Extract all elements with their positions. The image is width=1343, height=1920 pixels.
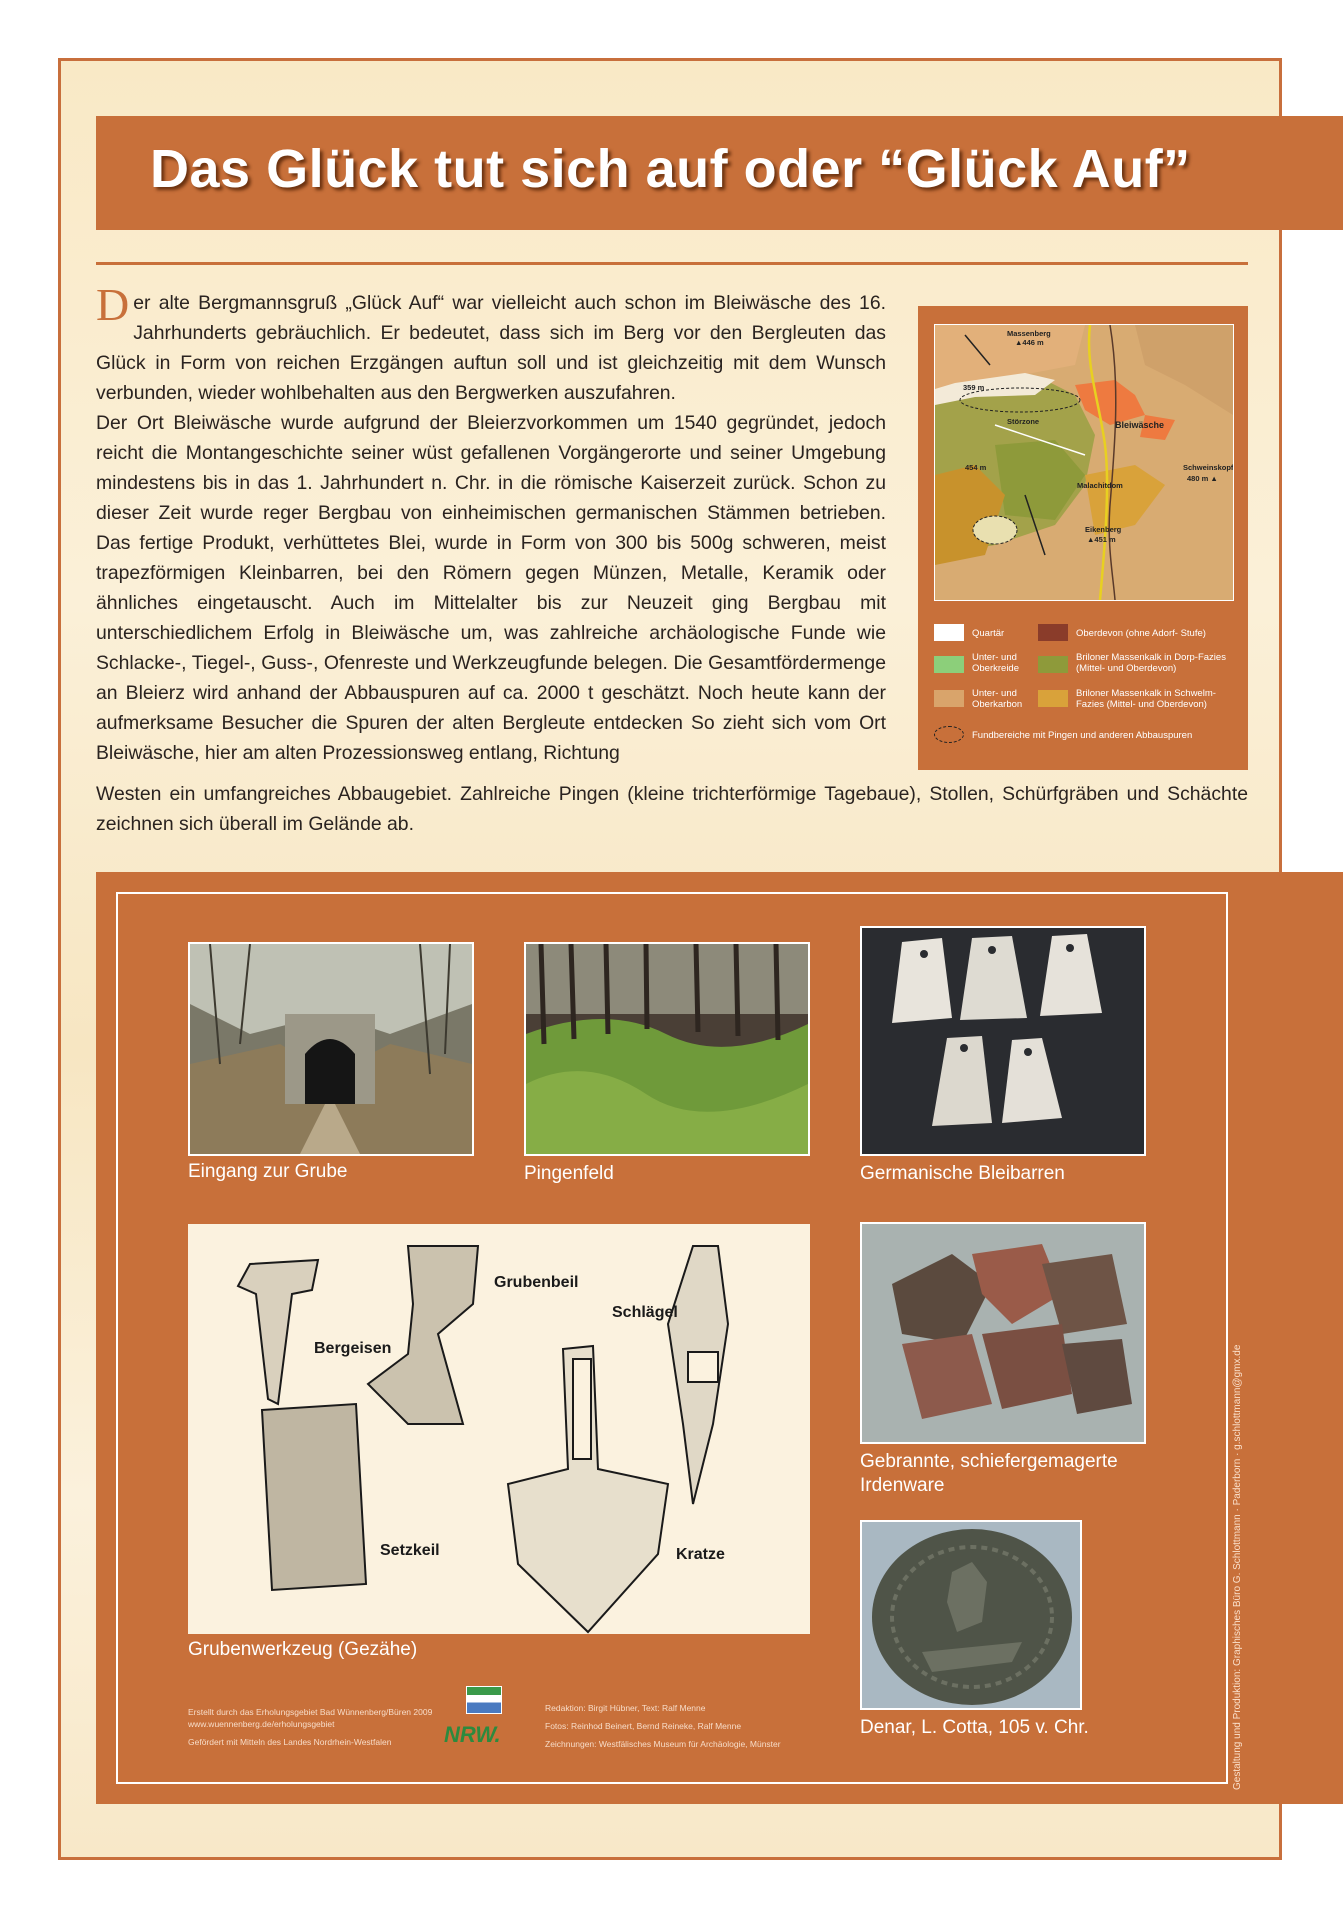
caption-denar: Denar, L. Cotta, 105 v. Chr. [860,1717,1089,1738]
legend-swatch-quartaer [934,624,964,641]
legend-quartaer: Quartär [972,628,1005,639]
pingenfeld-image [526,944,808,1154]
caption-gezaehe: Grubenwerkzeug (Gezähe) [188,1639,418,1660]
caption-grube: Eingang zur Grube [188,1161,348,1182]
legend-swatch-oberdevon [1038,624,1068,641]
legend-oberdevon: Oberdevon (ohne Adorf- Stufe) [1076,628,1206,639]
pottery-image [862,1224,1144,1442]
photo-grube [188,942,474,1156]
lead-bars-image [862,928,1144,1154]
caption-pingen: Pingenfeld [524,1163,614,1184]
legend-swatch-fundbereiche [934,726,964,743]
legend-swatch-dorp [1038,656,1068,673]
legend-swatch-karbon [934,690,964,707]
credit-website: www.wuennenberg.de/erholungsgebiet [188,1719,335,1729]
map-label-359: 359 m [963,383,985,392]
map-label-454: 454 m [965,463,987,472]
map-label-schweinskopf: Schweinskopf [1183,463,1234,472]
credit-redaktion: Redaktion: Birgit Hübner, Text: Ralf Menne [545,1703,706,1713]
map-label-eikenberg: Eikenberg [1085,525,1122,534]
geological-map [934,324,1234,601]
logo-nrw: NRW. [444,1722,501,1747]
photo-barren [860,926,1146,1156]
legend-swatch-schwelm [1038,690,1068,707]
intro-tail: Westen ein umfangreiches Abbaugebiet. Zahlreiche Pingen (kleine trichterförmige Tagebaue), Stollen, Schürfgräben und Schächte zeichnen sich überall im Gelände ab. [96,783,1248,835]
credit-erstellt: Erstellt durch das Erholungsgebiet Bad Wünnenberg/Büren 2009 [188,1707,433,1717]
legend-dorp: Briloner Massenkalk in Dorp-Fazies (Mittel- und Oberdevon) [1076,652,1226,674]
legend-schwelm: Briloner Massenkalk in Schwelm-Fazies (Mittel- und Oberdevon) [1076,688,1216,710]
logo-erholungsgebiet [466,1686,502,1714]
credit-gefoerdert: Gefördert mit Mitteln des Landes Nordrhein-Westfalen [188,1737,392,1747]
tool-label-kratze: Kratze [676,1546,725,1563]
legend-fundbereiche: Fundbereiche mit Pingen und anderen Abbauspuren [972,730,1193,741]
map-label-stoerzone: Störzone [1007,417,1040,426]
intro-paragraph-2: Der Ort Bleiwäsche wurde aufgrund der Bleierzvorkommen um 1540 gegründet, jedoch reicht die Montangeschichte seiner wüst gefallenen Vorgängerorte und seiner Umgebung mindestens bis in das 1. Jahrhundert n. Chr. in die römische Kaiserzeit zurück. Schon zu dieser Zeit wurde reger Bergbau von einheimischen germanischen Stämmen betrieben. Das fertige Produkt, verhüttetes Blei, wurde in Form von 300 bis 500g schweren, meist trapezförmigen Kleinbarren, bei den Römern gegen Münzen, Metalle, Keramik oder ähnliches eingetauscht. Auch im Mittelalter bis zur Neuzeit ging Bergbau mit unterschiedlichem Erfolg in Bleiwäsche um, was zahlreiche archäologische Funde wie Schlacke-, Tiegel-, Guss-, Ofenreste und Werkzeugfunde belegen. Die Gesamtfördermenge an Bleierz wird anhand der Abbauspuren auf ca. 2000 t geschätzt. Noch heute kann der aufmerksame Besucher die Spuren der alten Bergleute entdecken So zieht sich vom Ort Bleiwäsche, hier am alten Prozessionsweg entlang, Richtung [96,412,886,764]
divider [96,262,1248,265]
photo-denar [860,1520,1082,1710]
tools-drawing [188,1224,810,1634]
map-label-massenberg-height: ▲446 m [1015,338,1044,347]
legend-kreide: Unter- und Oberkreide [972,652,1019,674]
map-label-malachitdom: Malachitdom [1077,481,1123,490]
tool-label-bergeisen: Bergeisen [314,1340,392,1357]
credit-zeichnungen: Zeichnungen: Westfälisches Museum für Archäologie, Münster [545,1739,781,1749]
intro-paragraph-1: er alte Bergmannsgruß „Glück Auf“ war vielleicht auch schon im Bleiwäsche des 16. Jahrhunderts gebräuchlich. Er bedeutet, dass sich im Berg vor den Bergleuten das Glück in Form von reichen Erzgängen auftun soll und ist gleichzeitig mit dem Wunsch verbunden, wieder wohlbehalten aus den Bergwerken auszufahren. [96,292,886,404]
map-label-bleiwaesche: Bleiwäsche [1115,420,1165,430]
legend-swatch-kreide [934,656,964,673]
map-label-eikenberg-height: ▲451 m [1087,535,1116,544]
mine-entrance-image [190,944,472,1154]
page-title: Das Glück tut sich auf oder “Glück Auf” [150,139,1191,199]
credit-fotos: Fotos: Reinhod Beinert, Bernd Reineke, Ralf Menne [545,1721,742,1731]
caption-irdenware: Gebrannte, schiefergemagerte Irdenware [860,1451,1118,1496]
production-credit: Gestaltung und Produktion: Graphisches Büro G. Schlottmann · Paderborn · g.schlottmann@gmx.de [1232,1344,1243,1790]
map-label-schweinskopf-height: 480 m ▲ [1187,474,1218,483]
legend-karbon: Unter- und Oberkarbon [972,688,1023,710]
caption-barren: Germanische Bleibarren [860,1163,1065,1184]
photo-pingen [524,942,810,1156]
photo-irdenware [860,1222,1146,1444]
coin-image [862,1522,1080,1708]
tool-label-grubenbeil: Grubenbeil [494,1274,579,1291]
map-label-massenberg: Massenberg [1007,329,1051,338]
intro-text [96,279,886,768]
drop-cap: D [96,279,130,330]
tool-label-setzkeil: Setzkeil [380,1542,440,1559]
tool-label-schlaegel: Schlägel [612,1304,678,1321]
